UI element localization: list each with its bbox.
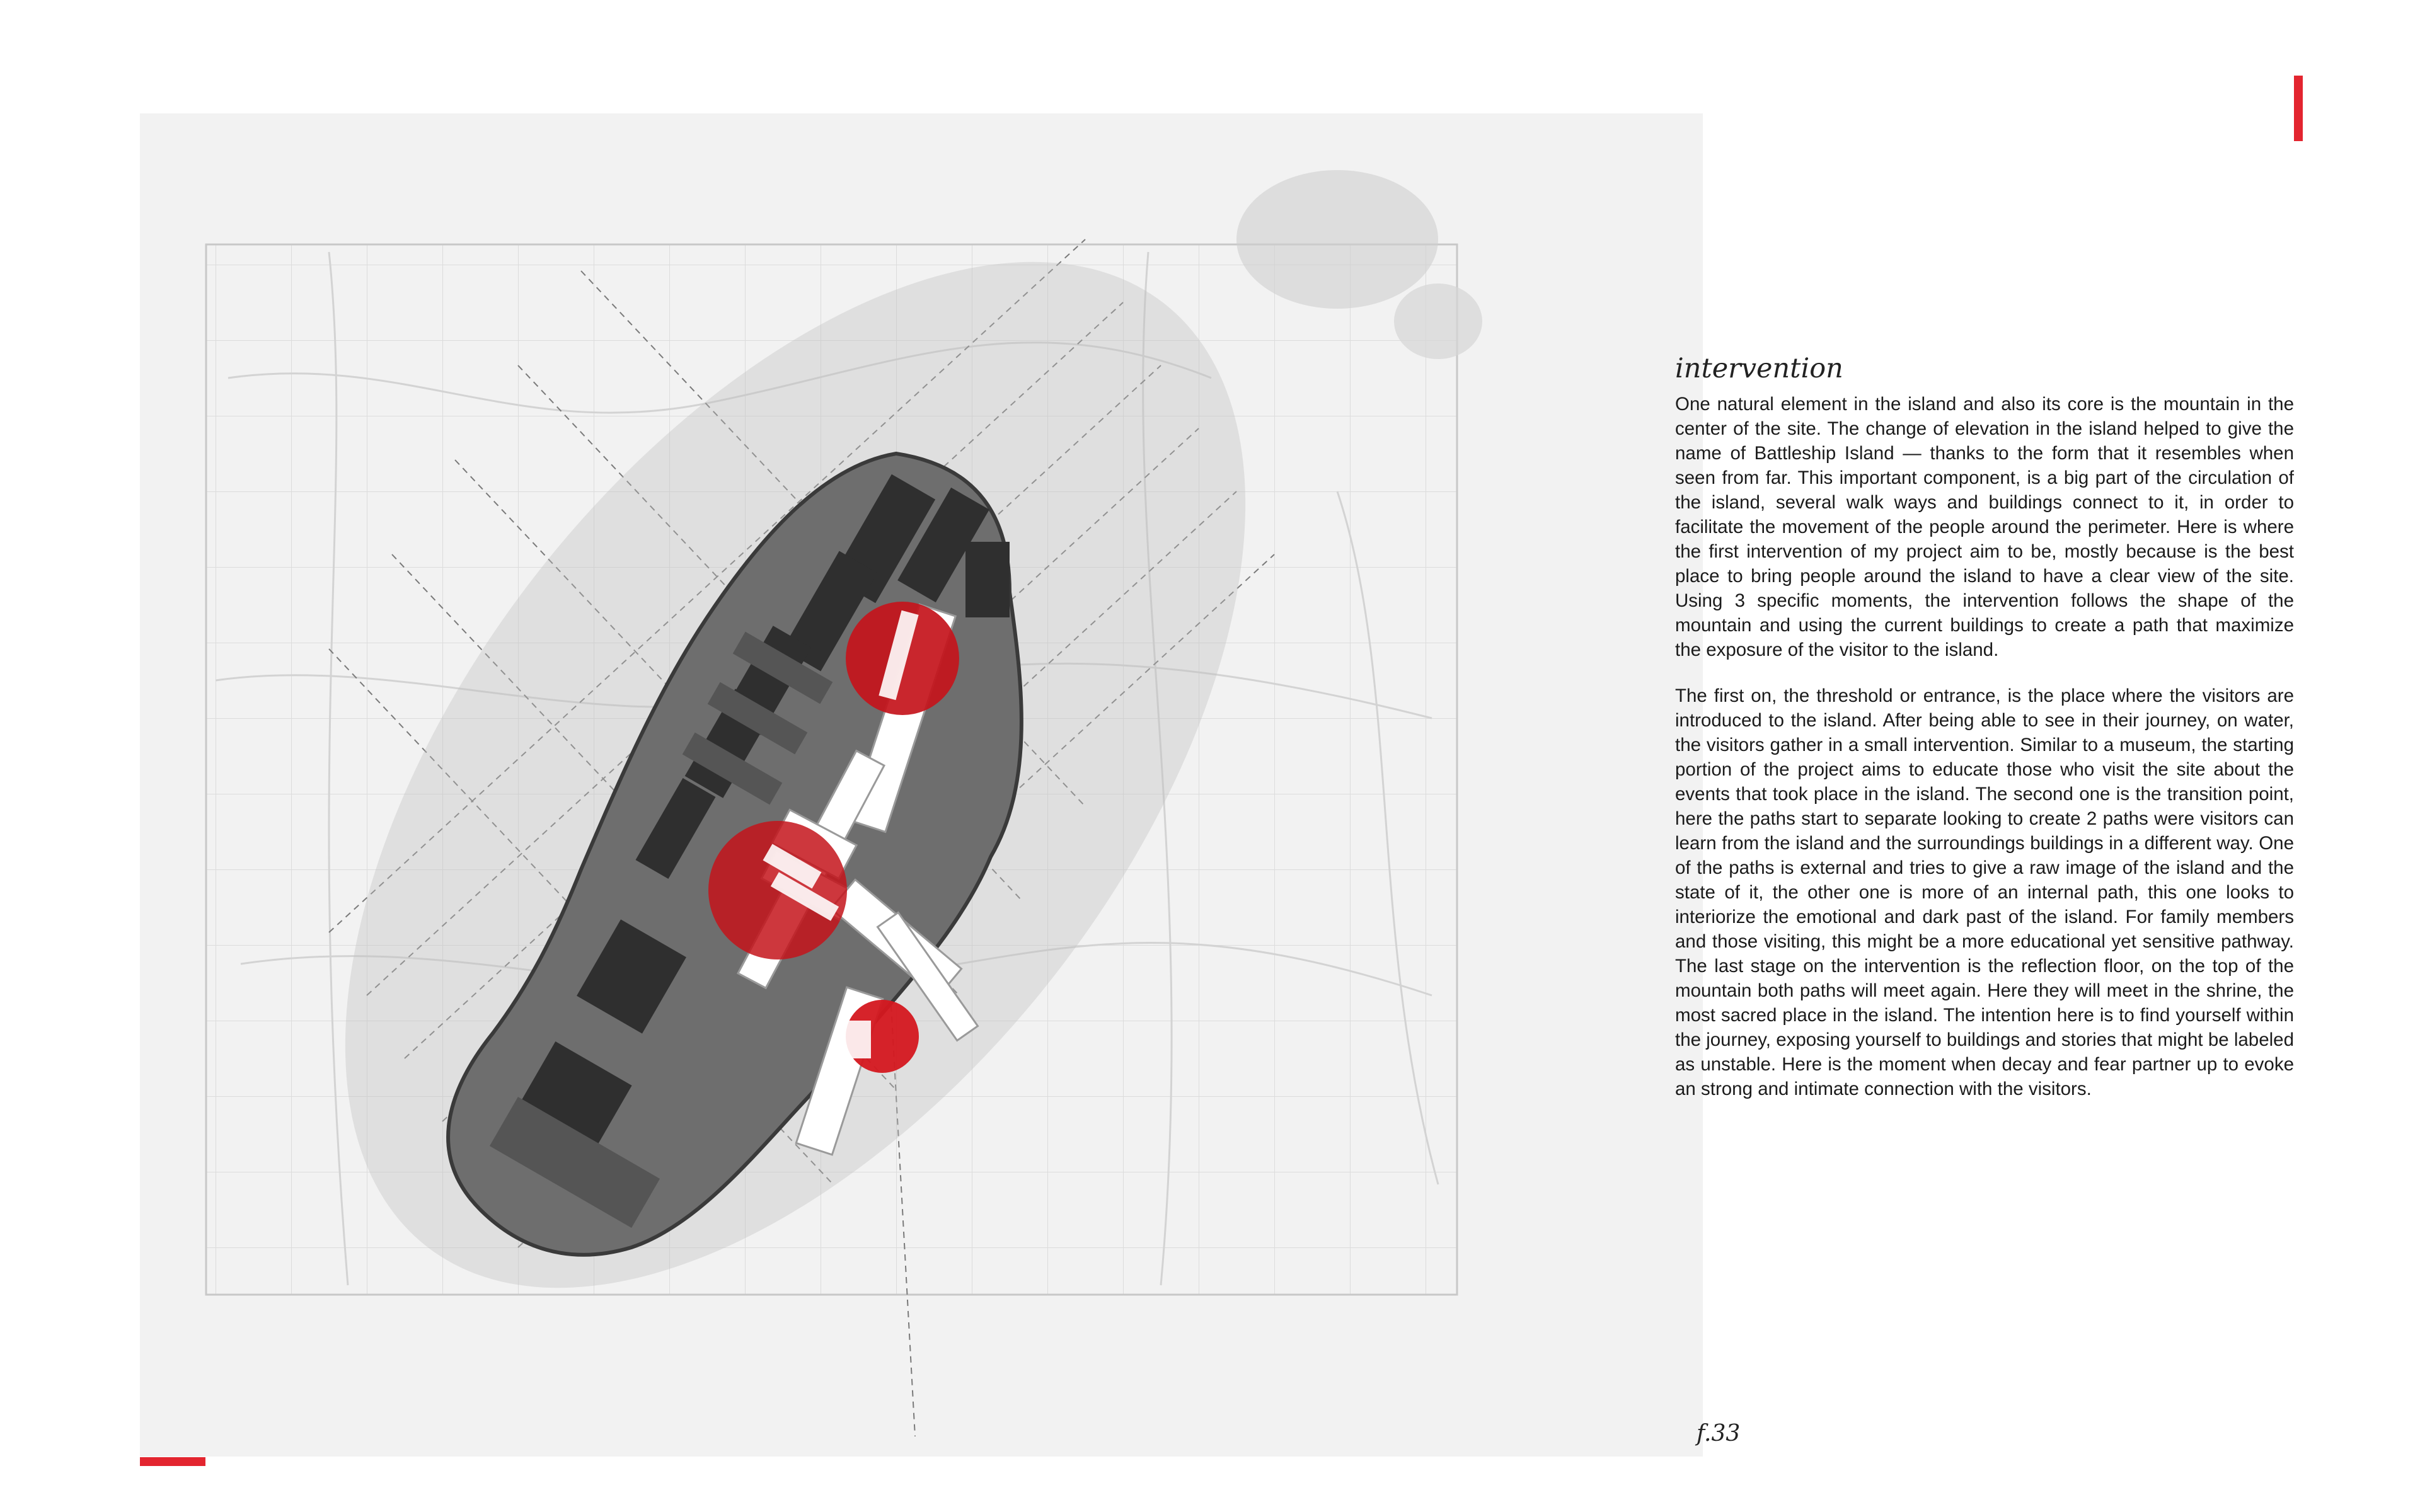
paragraph-2: The first on, the threshold or entrance, is the place where the visitors are introduced to the island. After being able to see in their journey, on water, the visitors gather in a small intervention. Similar to a museum, the starting portion of the project aims to educate those who visit the site about the events that took place in the island. The second one is the transition point, here the paths start to separate looking to create 2 paths were visitors can learn from the island and the surroundings buildings in a different way. One of the paths is external and tries to give a raw image of the island and the state of it, the other one is more of an internal path, this one looks to interiorize the emotional and dark past of the island. For family members and those visiting, this might be a more educational yet sensitive pathway. The last stage on the intervention is the reflection floor, on the top of the mountain both paths will meet again. Here they will meet in the shrine, the most sacred place in the island. The intention here is to find yourself within the journey, exposing yourself to buildings and stories that might be labeled as unstable. Here is the moment when decay and fear partner up to evoke an strong and intimate connection with the visitors.	[1675, 685, 2294, 1099]
islet	[1394, 284, 1482, 359]
site-map-drawing	[140, 113, 1703, 1457]
paragraph-1: One natural element in the island and also its core is the mountain in the center of the site. The change of elevation in the island helped to give the name of Battleship Island — thanks to the form that it resembles when seen from far. This important component, is a big part of the circulation of the island, several walk ways and buildings connect to it, in order to facilitate the movement of the people around the perimeter. Here is where the first intervention of my project aim to be, mostly because is the best place to bring people around the island to have a clear view of the site. Using 3 specific moments, the intervention follows the shape of the mountain and using the current buildings to create a path that maximize the exposure of the visitor to the island.	[1675, 394, 2294, 660]
text-column	[1675, 353, 2294, 1123]
island-map-collage	[140, 113, 1703, 1457]
accent-tick	[2294, 76, 2303, 141]
page-label: f.33	[1697, 1421, 1741, 1446]
accent-bar	[140, 1457, 205, 1466]
small-island-top	[1236, 170, 1438, 309]
section-title: intervention	[1675, 353, 1843, 384]
